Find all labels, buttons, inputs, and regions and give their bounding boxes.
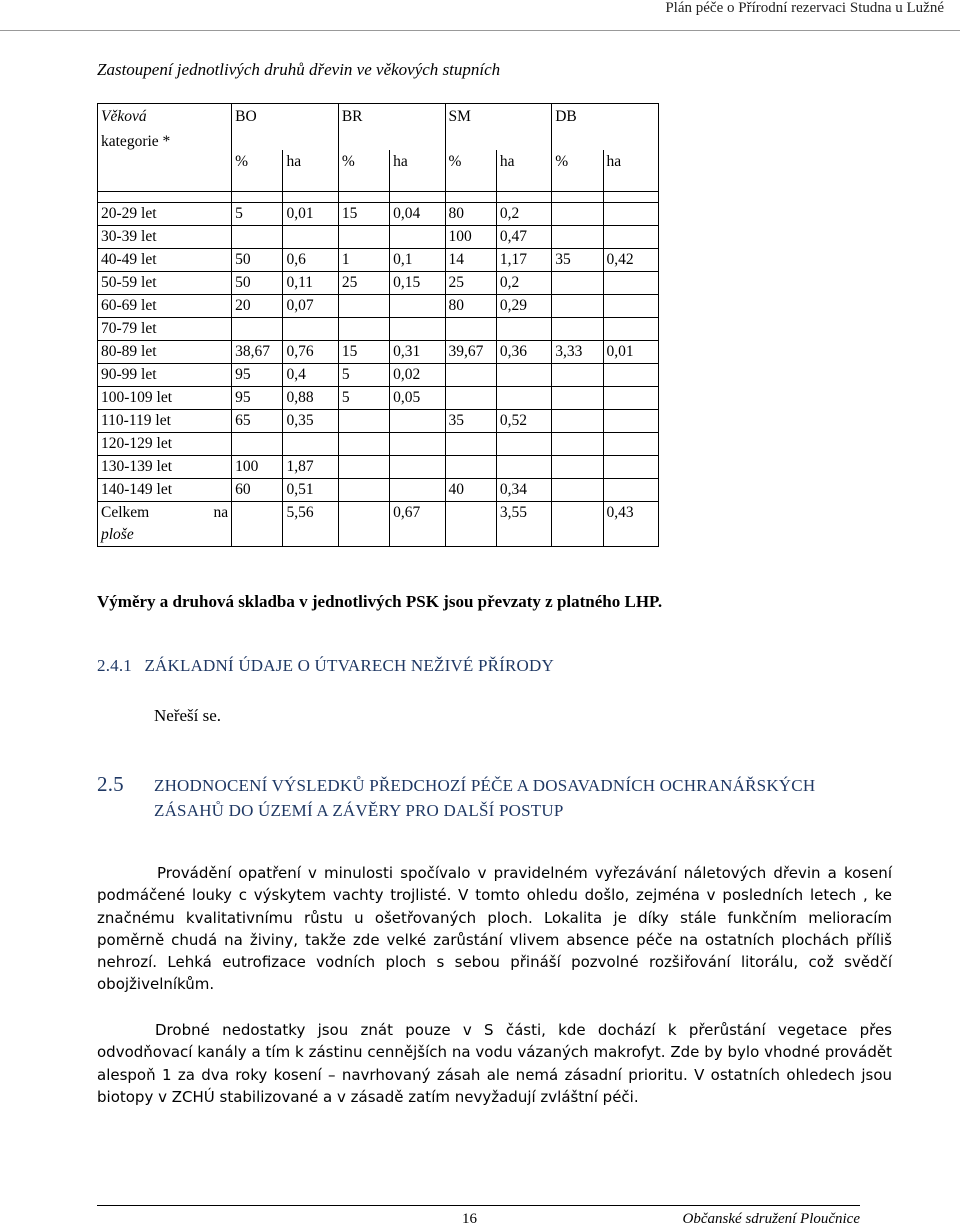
unit-ha: ha — [603, 150, 658, 192]
percent-cell: 80 — [445, 203, 496, 226]
table-row — [98, 364, 659, 387]
table-row — [98, 203, 659, 226]
percent-cell: 50 — [232, 272, 283, 295]
spacer-cell — [338, 192, 389, 203]
age-category-header-cont — [98, 133, 232, 192]
section-2-5-heading — [97, 772, 877, 820]
hectare-cell: 1,87 — [283, 456, 338, 479]
percent-cell: 14 — [445, 249, 496, 272]
age-category-cell: 90-99 let — [98, 364, 232, 387]
percent-cell — [445, 364, 496, 387]
percent-cell: 95 — [232, 364, 283, 387]
hectare-cell: 0,52 — [496, 410, 551, 433]
hectare-cell: 0,42 — [603, 249, 658, 272]
unit-percent: % — [338, 150, 389, 192]
section-title-line1: ZHODNOCENÍ VÝSLEDKŮ PŘEDCHOZÍ PÉČE A DOSAVADNÍCH OCHRANÁŘSKÝCH — [154, 776, 816, 795]
hectare-cell — [390, 479, 445, 502]
percent-cell — [338, 433, 389, 456]
percent-cell: 40 — [445, 479, 496, 502]
age-category-header-line2: kategorie * — [101, 133, 171, 150]
hectare-cell: 0,2 — [496, 272, 551, 295]
percent-cell — [552, 203, 603, 226]
total-hectare-cell: 0,67 — [390, 502, 445, 547]
total-hectare-cell: 5,56 — [283, 502, 338, 547]
spacer-cell — [98, 192, 232, 203]
hectare-cell: 0,01 — [283, 203, 338, 226]
percent-cell — [338, 410, 389, 433]
percent-cell — [552, 318, 603, 341]
percent-cell: 80 — [445, 295, 496, 318]
table-total-row — [98, 502, 659, 547]
hectare-cell: 0,01 — [603, 341, 658, 364]
table-header-row-units — [98, 150, 659, 192]
table-header-row-species — [98, 104, 659, 151]
percent-cell: 5 — [338, 387, 389, 410]
spacer-cell — [283, 192, 338, 203]
lhp-source-note: Výměry a druhová skladba v jednotlivých PSK jsou převzaty z platného LHP. — [97, 592, 663, 611]
age-category-cell: 60-69 let — [98, 295, 232, 318]
percent-cell — [552, 456, 603, 479]
percent-cell: 65 — [232, 410, 283, 433]
percent-cell: 3,33 — [552, 341, 603, 364]
spacer-cell — [496, 192, 551, 203]
percent-cell: 35 — [445, 410, 496, 433]
table-caption: Zastoupení jednotlivých druhů dřevin ve věkových stupních — [97, 60, 501, 79]
percent-cell — [552, 387, 603, 410]
age-category-cell: 40-49 let — [98, 249, 232, 272]
hectare-cell: 0,2 — [496, 203, 551, 226]
spacer-cell — [390, 192, 445, 203]
hectare-cell: 0,11 — [283, 272, 338, 295]
percent-cell: 1 — [338, 249, 389, 272]
species-header-bo: BO — [232, 104, 283, 151]
table-row — [98, 433, 659, 456]
percent-cell: 39,67 — [445, 341, 496, 364]
hectare-cell — [496, 318, 551, 341]
percent-cell: 15 — [338, 341, 389, 364]
percent-cell — [552, 364, 603, 387]
total-percent-cell — [445, 502, 496, 547]
age-category-cell: 100-109 let — [98, 387, 232, 410]
hectare-cell: 0,29 — [496, 295, 551, 318]
age-category-cell: 110-119 let — [98, 410, 232, 433]
table-row — [98, 456, 659, 479]
percent-cell: 100 — [445, 226, 496, 249]
percent-cell — [552, 226, 603, 249]
hectare-cell — [390, 410, 445, 433]
total-hectare-cell: 3,55 — [496, 502, 551, 547]
percent-cell — [338, 456, 389, 479]
table-row — [98, 272, 659, 295]
hectare-cell: 0,76 — [283, 341, 338, 364]
hectare-cell — [390, 318, 445, 341]
hectare-cell — [603, 387, 658, 410]
total-percent-cell — [552, 502, 603, 547]
hectare-cell — [283, 433, 338, 456]
percent-cell: 5 — [232, 203, 283, 226]
hectare-cell — [283, 226, 338, 249]
percent-cell — [552, 295, 603, 318]
hectare-cell: 0,1 — [390, 249, 445, 272]
footer-divider — [97, 1205, 860, 1206]
unit-percent: % — [232, 150, 283, 192]
age-category-cell: 20-29 let — [98, 203, 232, 226]
hectare-cell — [603, 479, 658, 502]
total-label-c: ploše — [101, 526, 134, 543]
age-category-cell: 80-89 let — [98, 341, 232, 364]
table-row — [98, 295, 659, 318]
hectare-cell: 0,04 — [390, 203, 445, 226]
percent-cell — [552, 479, 603, 502]
hectare-cell — [390, 433, 445, 456]
percent-cell — [445, 456, 496, 479]
hectare-cell: 0,4 — [283, 364, 338, 387]
percent-cell: 20 — [232, 295, 283, 318]
hectare-cell: 0,05 — [390, 387, 445, 410]
spacer-cell — [232, 192, 283, 203]
hectare-cell: 0,36 — [496, 341, 551, 364]
unit-ha: ha — [390, 150, 445, 192]
percent-cell: 25 — [445, 272, 496, 295]
percent-cell — [232, 433, 283, 456]
total-label-a: Celkem — [101, 504, 150, 521]
section-number: 2.4.1 — [97, 656, 132, 675]
table-row — [98, 226, 659, 249]
species-header-bo-pad — [283, 104, 338, 151]
hectare-cell — [603, 456, 658, 479]
percent-cell — [338, 226, 389, 249]
hectare-cell: 0,34 — [496, 479, 551, 502]
percent-cell: 15 — [338, 203, 389, 226]
hectare-cell: 0,15 — [390, 272, 445, 295]
table-row — [98, 479, 659, 502]
hectare-cell — [603, 226, 658, 249]
hectare-cell: 0,07 — [283, 295, 338, 318]
species-header-db: DB — [552, 104, 603, 151]
hectare-cell — [390, 226, 445, 249]
hectare-cell — [603, 433, 658, 456]
percent-cell — [552, 433, 603, 456]
age-category-cell: 130-139 let — [98, 456, 232, 479]
percent-cell: 35 — [552, 249, 603, 272]
percent-cell: 100 — [232, 456, 283, 479]
hectare-cell: 1,17 — [496, 249, 551, 272]
table-row — [98, 341, 659, 364]
hectare-cell: 0,35 — [283, 410, 338, 433]
hectare-cell — [603, 272, 658, 295]
percent-cell — [552, 272, 603, 295]
table-row — [98, 387, 659, 410]
percent-cell — [445, 433, 496, 456]
species-header-br-pad — [390, 104, 445, 151]
hectare-cell — [496, 387, 551, 410]
table-row — [98, 318, 659, 341]
hectare-cell — [390, 295, 445, 318]
spacer-cell — [603, 192, 658, 203]
total-label-cell — [98, 502, 232, 547]
hectare-cell: 0,6 — [283, 249, 338, 272]
total-hectare-cell: 0,43 — [603, 502, 658, 547]
percent-cell: 38,67 — [232, 341, 283, 364]
age-category-cell: 70-79 let — [98, 318, 232, 341]
percent-cell — [338, 318, 389, 341]
spacer-cell — [445, 192, 496, 203]
species-header-br: BR — [338, 104, 389, 151]
unit-ha: ha — [496, 150, 551, 192]
unit-percent: % — [445, 150, 496, 192]
section-title: ZÁKLADNÍ ÚDAJE O ÚTVARECH NEŽIVÉ PŘÍRODY — [144, 656, 554, 675]
total-percent-cell — [232, 502, 283, 547]
percent-cell: 60 — [232, 479, 283, 502]
hectare-cell — [283, 318, 338, 341]
section-2-4-1-text: Neřeší se. — [154, 706, 222, 725]
percent-cell — [445, 387, 496, 410]
age-category-cell: 120-129 let — [98, 433, 232, 456]
percent-cell — [232, 226, 283, 249]
hectare-cell — [603, 410, 658, 433]
spacer-cell — [552, 192, 603, 203]
assessment-paragraph-1: Provádění opatření v minulosti spočívalo v pravidelném vyřezávání náletových dřevin a kosení podmáčené louky c výskytem vachty trojlisté. V tomto ohledu došlo, zejména v posledních letech , ke značnému kvalitativnímu růstu u ošetřovaných ploch. Lokalita je díky stále funkčním melioracím poměrně chudá na živiny, takže zde velké zarůstání vlivem absence péče na ostatních plochách příliš nehrozí. Lehká eutrofizace vodních ploch s sebou přináší pozvolné rozšiřování litorálu, což svědčí obojživelníkům. — [97, 864, 892, 994]
age-category-cell: 30-39 let — [98, 226, 232, 249]
age-category-header-line1: Věková — [101, 108, 147, 125]
total-label-line — [101, 502, 228, 524]
header-divider — [0, 30, 960, 31]
unit-ha: ha — [283, 150, 338, 192]
species-header-db-pad — [603, 104, 658, 151]
total-percent-cell — [338, 502, 389, 547]
hectare-cell: 0,88 — [283, 387, 338, 410]
hectare-cell — [496, 456, 551, 479]
percent-cell: 95 — [232, 387, 283, 410]
percent-cell: 50 — [232, 249, 283, 272]
hectare-cell — [603, 203, 658, 226]
percent-cell — [445, 318, 496, 341]
table-row — [98, 249, 659, 272]
species-header-sm-pad — [496, 104, 551, 151]
percent-cell — [338, 295, 389, 318]
age-category-cell: 50-59 let — [98, 272, 232, 295]
section-title-line2: ZÁSAHŮ DO ÚZEMÍ A ZÁVĚRY PRO DALŠÍ POSTUP — [154, 801, 564, 820]
hectare-cell — [496, 364, 551, 387]
section-number: 2.5 — [97, 772, 124, 796]
hectare-cell — [603, 295, 658, 318]
percent-cell — [338, 479, 389, 502]
hectare-cell — [496, 433, 551, 456]
hectare-cell — [603, 318, 658, 341]
footer-organization: Občanské sdružení Ploučnice — [682, 1211, 860, 1227]
percent-cell: 25 — [338, 272, 389, 295]
percent-cell — [232, 318, 283, 341]
percent-cell: 5 — [338, 364, 389, 387]
age-category-cell: 140-149 let — [98, 479, 232, 502]
hectare-cell — [603, 364, 658, 387]
total-label-b: na — [213, 504, 229, 521]
percent-cell — [552, 410, 603, 433]
unit-percent: % — [552, 150, 603, 192]
hectare-cell: 0,51 — [283, 479, 338, 502]
assessment-paragraph-2: Drobné nedostatky jsou znát pouze v S části, kde dochází k přerůstání vegetace přes odvodňovací kanály a tím k zástinu cennějších na vodu vázaných makrofyt. Zde by bylo vhodné provádět alespoň 1 za dva roky kosení – navrhovaný zásah ale nemá zásadní prioritu. V ostatních ohledech jsou biotopy v ZCHÚ stabilizované a v zásadě zatím nevyžadují zvláštní péči. — [97, 1021, 892, 1106]
species-header-sm: SM — [445, 104, 496, 151]
tree-species-age-table — [97, 103, 659, 547]
hectare-cell — [390, 456, 445, 479]
table-row — [98, 410, 659, 433]
table-spacer-row — [98, 192, 659, 203]
section-2-4-1-heading — [97, 656, 554, 676]
hectare-cell: 0,02 — [390, 364, 445, 387]
page-number: 16 — [462, 1211, 477, 1227]
hectare-cell: 0,47 — [496, 226, 551, 249]
hectare-cell: 0,31 — [390, 341, 445, 364]
page-header-title: Plán péče o Přírodní rezervaci Studna u Lužné — [665, 0, 944, 16]
